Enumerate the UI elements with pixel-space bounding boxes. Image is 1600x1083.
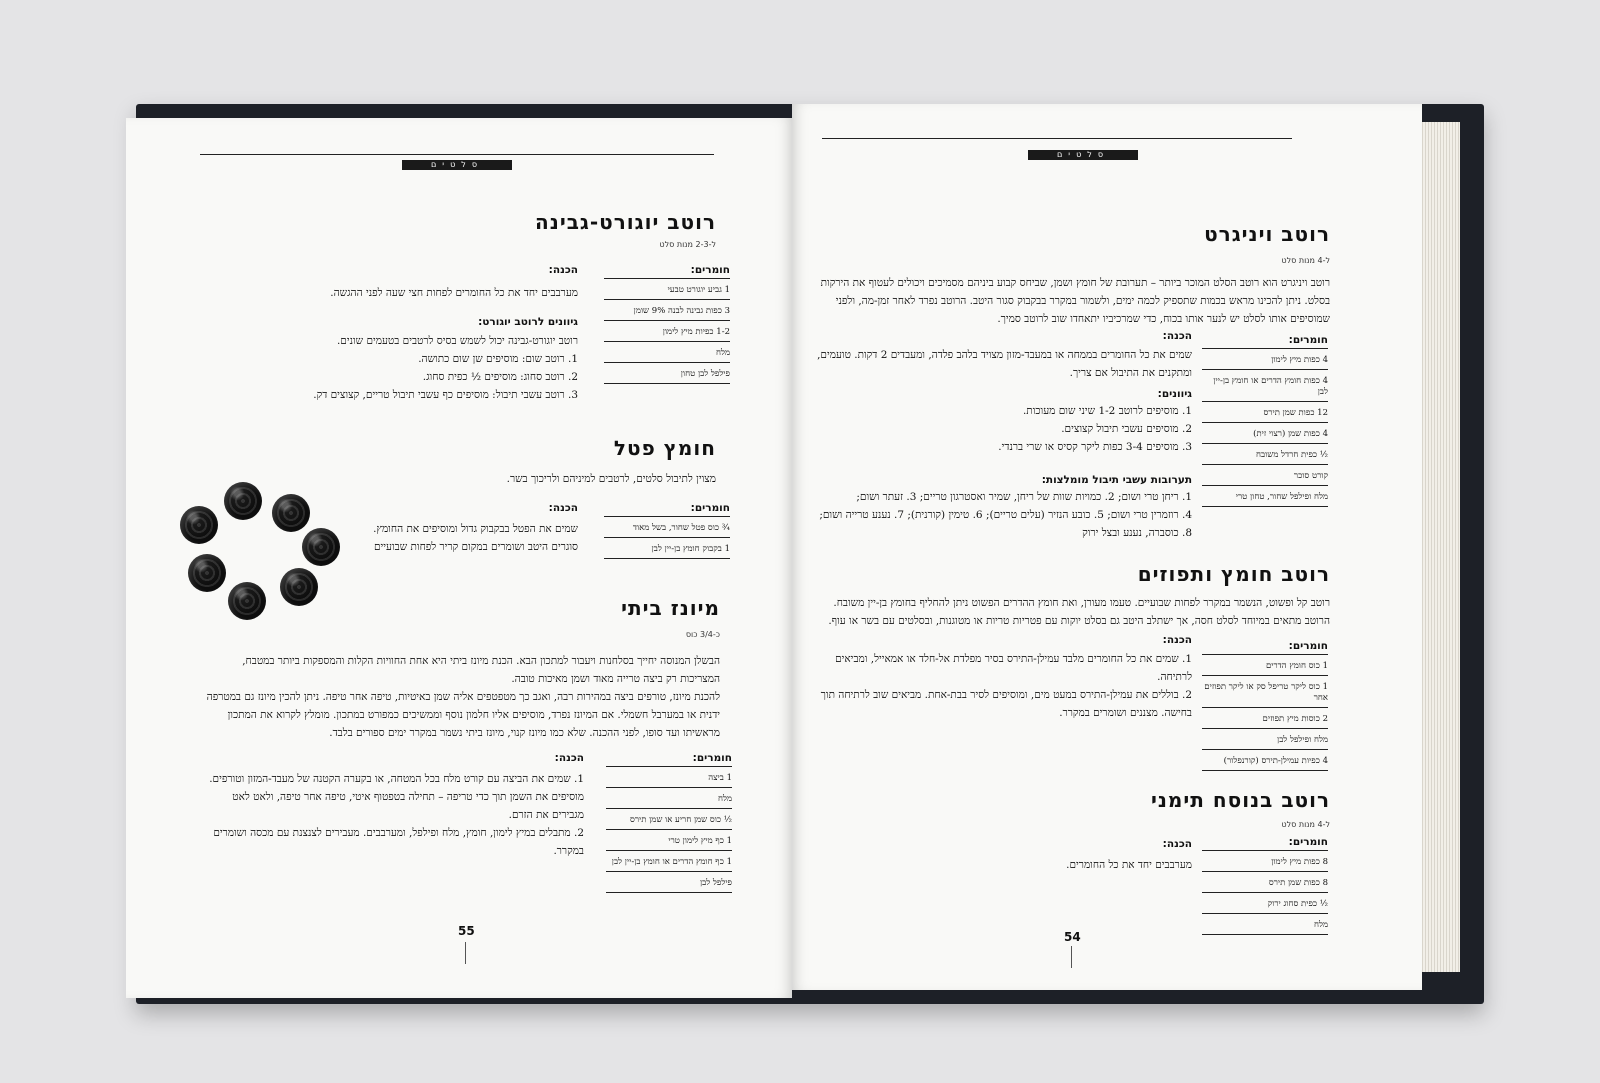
ingredient-item: ½ כפית סחוג ירוק — [1202, 897, 1328, 914]
section-tab: סלטים — [402, 160, 512, 170]
ingredient-item: ½ כפית חרדל משובח — [1202, 448, 1328, 465]
variation-line: 3. רוטב עשבי תיבול: מוסיפים כף עשבי תיבול טריים, קצוצים דק. — [313, 389, 578, 401]
ingredients-yemeni — [1202, 836, 1328, 939]
ingredients-heading: חומרים: — [1202, 836, 1328, 851]
intro-line: רוטב ויניגרט הוא רוטב הסלט המוכר ביותר – תערובת של חומץ ושמן, שביחס קבוע ביניהם מסמיכים ויכולים לעטוף את הירקות — [820, 277, 1330, 289]
intro-vinegar: מצוין לתיבול סלטים, לרטבים למיניהם ולריכוך בשר. — [506, 473, 716, 485]
ingredient-item: 1 כוס ליקר טריפל סק או ליקר תפוזים אחר — [1202, 680, 1328, 708]
berry — [224, 482, 262, 520]
recipe-title-vinegar: חומץ פטל — [613, 436, 716, 460]
prep-vinaigrette — [817, 346, 1192, 382]
ingredients-vinegar — [604, 502, 730, 563]
herbs-heading: תערובות עשבי תיבול מומלצות: — [1041, 474, 1192, 486]
herb-line: 1. ריחן טרי ושום; 2. כמויות שוות של ריחן, שמיר ואסטרגון טריים; 3. זעתר ושום; — [856, 491, 1192, 503]
ingredients-vinaigrette — [1202, 334, 1328, 511]
ingredient-item: 1 בקבוק חומץ בן-יין לבן — [604, 542, 730, 559]
ingredient-item: מלח ופילפל לבן — [1202, 733, 1328, 750]
intro-line: ידנית או במערבל חשמלי. אם המיונז נפרד, מוסיפים אליו חלמון נוסף וממשיכים כמפורט במתכון. מומלץ לקרוא את המתכון — [227, 709, 720, 721]
prep-yogurt: מערבבים יחד את כל החומרים לפחות חצי שעה לפני ההגשה. — [330, 287, 578, 299]
intro-line: שמוסיפים אותו לסלט יש לנער אותו בכוח, כדי שמרכיביו יתאחדו שוב לרוטב סמיך. — [997, 313, 1330, 325]
recipe-title-vinaigrette: רוטב ויניגרט — [1204, 222, 1330, 246]
prep-line: 1. שמים את הביצה עם קורט מלח בכל המטחה, או בקערה הקטנה של מעבד-המזון וטורפים. — [209, 773, 584, 785]
ingredient-item: 1 גביע יוגורט טבעי — [604, 283, 730, 300]
berry — [272, 494, 310, 532]
intro-line: בסלט. ניתן להכינו מראש בכמות שתספיק לכמה ימים, ולשמור במקרר בבקבוק סגור היטב. הרוטב נפרד לאחר זמן-מה, ולפני — [835, 295, 1330, 307]
ingredient-item: פילפל לבן טחון — [604, 367, 730, 384]
herbs-list — [819, 488, 1192, 542]
intro-line: המצריכות רק ביצה טרייה מאוד ושמן מאיכות טובה. — [511, 673, 720, 685]
serves-yogurt: ל-2-3 מנות סלט — [659, 240, 716, 249]
ingredient-item: 8 כפות מיץ לימון — [1202, 855, 1328, 872]
ingredient-item: 3 כפות גבינה לבנה 9% שומן — [604, 304, 730, 321]
ingredient-item: מלח ופילפל שחור, טחון טרי — [1202, 490, 1328, 507]
ingredient-item: ¾ כוס פטל שחור, בשל מאוד — [604, 521, 730, 538]
ingredient-item: פילפל לבן — [606, 876, 732, 893]
herb-line: 8. כוסברה, נענע ובצל ירוק — [1082, 527, 1192, 539]
prep-line: לרתיחה. — [1157, 671, 1192, 683]
section-tab: סלטים — [1028, 150, 1138, 160]
prep-heading-yemeni: הכנה: — [1162, 838, 1192, 850]
page-number: 55 — [458, 924, 475, 938]
recipe-title-citrus: רוטב חומץ ותפוזים — [1137, 562, 1330, 586]
prep-heading-yogurt: הכנה: — [548, 264, 578, 276]
recipe-title-yogurt: רוטב יוגורט-גבינה — [535, 210, 716, 234]
variations-vinaigrette — [998, 402, 1192, 456]
header-rule — [822, 138, 1292, 139]
left-page — [126, 118, 792, 998]
ingredient-item: קורט סוכר — [1202, 469, 1328, 486]
prep-heading-mayo: הכנה: — [554, 752, 584, 764]
berry — [228, 582, 266, 620]
prep-line: במקרר. — [553, 845, 584, 857]
prep-heading-vinegar: הכנה: — [548, 502, 578, 514]
herb-line: 4. רוזמרין טרי ושום; 5. כובע הנזיר (עלים טריים); 6. טימין (קורנית); 7. נענע טרייה ושום; — [819, 509, 1192, 521]
serves-mayo: כ-3/4 כוס — [685, 630, 720, 639]
ingredients-heading: חומרים: — [1202, 334, 1328, 349]
ingredients-mayo — [606, 752, 732, 897]
variation-line: 1. רוטב שום: מוסיפים שן שום כתושה. — [418, 353, 578, 365]
intro-line: רוטב קל ופשוט, הנשמר במקרר לפחות שבועיים. טעמו מעורן, ואת חומץ ההדרים הפשוט ניתן להחליף בחומץ בן-יין משובח. — [833, 597, 1330, 609]
prep-line: מוסיפים את השמן תוך כדי טריפה – תחילה בטפטוף איטי, טיפה אחר טיפה, ולאט לאט — [232, 791, 584, 803]
page-number-line — [1071, 946, 1072, 968]
ingredient-item: 4 כפות מיץ לימון — [1202, 353, 1328, 370]
ingredient-item: מלח — [606, 792, 732, 809]
intro-line: הבשלן המנוסה יחייך בסלחנות ויעבור למתכון הבא. הכנת מיונז ביתי היא אחת החוויות הקלות והמספקות ביותר במטבח, — [242, 655, 720, 667]
ingredients-heading: חומרים: — [606, 752, 732, 767]
page-number: 54 — [1064, 930, 1081, 944]
ingredient-item: 1 כף חומץ הדרים או חומץ בן-יין לבן — [606, 855, 732, 872]
prep-line: מגבירים את הזרם. — [508, 809, 584, 821]
ingredients-yogurt — [604, 264, 730, 388]
variations-heading-yogurt: גיוונים לרוטב יוגורט: — [478, 316, 578, 328]
recipe-title-mayo: מיונז ביתי — [621, 596, 720, 620]
ingredient-item: 4 כפות שמן (רצוי זית) — [1202, 427, 1328, 444]
page-edges — [1420, 122, 1460, 972]
prep-line: 2. מתבלים במיץ לימון, חומץ, מלח ופילפל, ומערבבים. מעבירים לצנצנת עם מכסה ושומרים — [213, 827, 584, 839]
prep-line: ומתקנים את התיבול אם צריך. — [1069, 367, 1192, 379]
intro-line: הרוטב מתאים במיוחד לסלט חסה, אך ישתלב היטב גם בסלט יוקות עם פטריות טריות או מטוגנות, ובסלטים עם בשר או עוף. — [828, 615, 1330, 627]
ingredient-item: ½ כוס שמן חריע או שמן תירס — [606, 813, 732, 830]
intro-citrus — [810, 594, 1330, 630]
prep-line: 2. בוללים את עמילן-התירס במעט מים, ומוסיפים לסיר בבת-אחת. מביאים שוב לרתיחה תוך — [820, 689, 1192, 701]
right-page — [792, 104, 1422, 990]
ingredient-item: מלח — [604, 346, 730, 363]
prep-yemeni: מערבבים יחד את כל החומרים. — [1066, 859, 1192, 871]
berry — [188, 554, 226, 592]
prep-line: בחישה. מצננים ושומרים במקרר. — [1059, 707, 1192, 719]
ingredients-heading: חומרים: — [1202, 640, 1328, 655]
ingredients-heading: חומרים: — [604, 264, 730, 279]
prep-vinegar — [373, 520, 578, 556]
ingredient-item: 12 כפות שמן תירס — [1202, 406, 1328, 423]
prep-line: סוגרים היטב ושומרים במקום קריר לפחות שבועיים — [373, 541, 578, 553]
variation-line: 1. מוסיפים לרוטב 1-2 שיני שום מעוכות. — [1022, 405, 1192, 417]
berry — [302, 528, 340, 566]
variations-heading-vinaigrette: גיוונים: — [1157, 388, 1192, 400]
prep-heading-citrus: הכנה: — [1162, 634, 1192, 646]
serves-yemeni: ל-4 מנות סלט — [1281, 820, 1330, 829]
recipe-title-yemeni: רוטב בנוסח תימני — [1150, 788, 1330, 812]
serves-vinaigrette: ל-4 מנות סלט — [1281, 256, 1330, 265]
prep-line: שמים את הפטל בבקבוק גדול ומוסיפים את החומץ. — [373, 523, 578, 535]
ingredient-item: 4 כפות חומץ הדרים או חומץ בן-יין לבן — [1202, 374, 1328, 402]
intro-vinaigrette — [810, 274, 1330, 328]
prep-mayo — [184, 770, 584, 860]
ingredient-item: 4 כפיות עמילן-תירס (קורנפלור) — [1202, 754, 1328, 771]
variation-line: רוטב יוגורט-גבינה יכול לשמש בסיס לרטבים בטעמים שונים. — [336, 335, 578, 347]
ingredient-item: 1-2 כפיות מיץ לימון — [604, 325, 730, 342]
intro-line: להכנת מיונז, טורפים ביצה במהירות רבה, ואגב כך מטפטפים אליה שמן באיטיות, טיפה אחר טיפה. ניתן להכין מיונז גם במטרפה — [206, 691, 720, 703]
ingredient-item: 1 ביצה — [606, 771, 732, 788]
header-rule — [200, 154, 714, 155]
intro-line: מראשיתו ועד סופו, לפני ההכנה. שלא כמו מיונז קנוי, מיונז ביתי נשמר במקרר ימים ספורים בלבד. — [329, 727, 720, 739]
ingredient-item: 8 כפות שמן תירס — [1202, 876, 1328, 893]
prep-line: 1. שמים את כל החומרים מלבד עמילן-התירס בסיר מפלדת אל-חלד או אמאייל, ומביאים — [835, 653, 1192, 665]
intro-mayo — [160, 652, 720, 742]
prep-heading-vinaigrette: הכנה: — [1162, 330, 1192, 342]
ingredients-heading: חומרים: — [604, 502, 730, 517]
prep-line: שמים את כל החומרים בממחה או במעבד-מזון מצויד בלהב פלדה, ומעבדים 2 דקות. טועמים, — [817, 349, 1192, 361]
ingredient-item: מלח — [1202, 918, 1328, 935]
variation-line: 3. מוסיפים 3-4 כפות ליקר קסיס או שרי ברנדי. — [998, 441, 1192, 453]
berry — [280, 568, 318, 606]
prep-citrus — [821, 650, 1192, 722]
variation-line: 2. רוטב סחוג: מוסיפים ½ כפית סחוג. — [422, 371, 578, 383]
ingredients-citrus — [1202, 640, 1328, 775]
variations-yogurt — [313, 332, 578, 404]
variation-line: 2. מוסיפים עשבי תיבול קצוצים. — [1061, 423, 1192, 435]
berry — [180, 506, 218, 544]
ingredient-item: 1 כוס חומץ הדרים — [1202, 659, 1328, 676]
ingredient-item: 2 כוסות מיץ תפוזים — [1202, 712, 1328, 729]
ingredient-item: 1 כף מיץ לימון טרי — [606, 834, 732, 851]
page-number-line — [465, 942, 466, 964]
